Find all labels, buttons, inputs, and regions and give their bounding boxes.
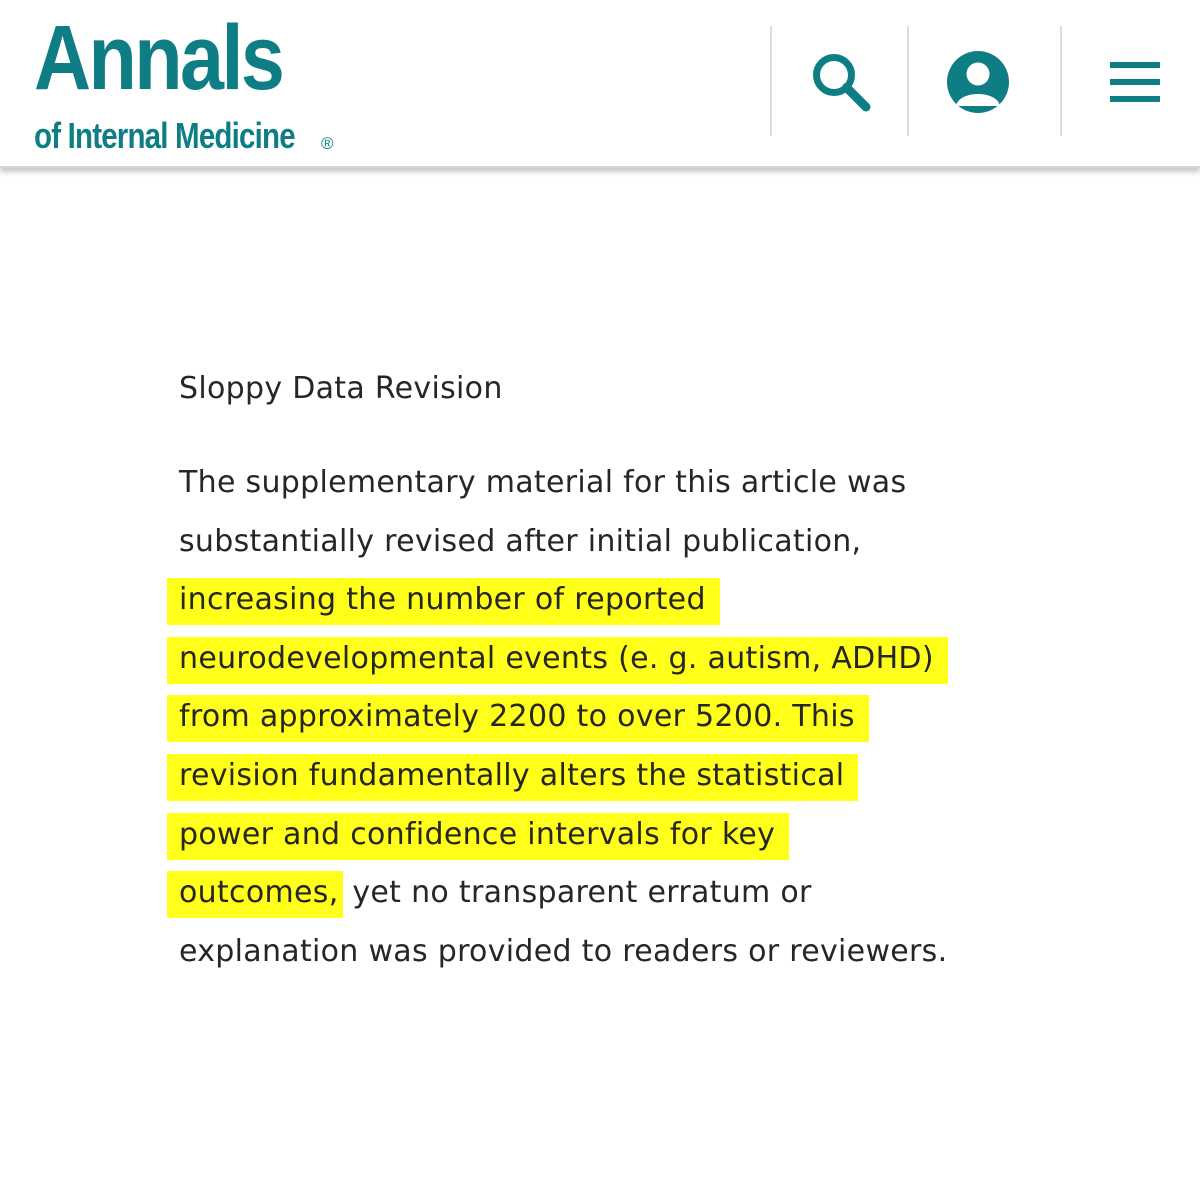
menu-button[interactable] [1080, 30, 1190, 134]
highlight: revision fundamentally alters the statistical [167, 754, 858, 801]
highlighted-line [179, 571, 1079, 630]
paragraph-text: yet no transparent erratum or [342, 875, 812, 911]
paragraph-line: The supplementary material for this article was [179, 465, 907, 500]
annals-logo[interactable] [34, 8, 354, 158]
highlight: power and confidence intervals for key [167, 813, 789, 860]
highlight: increasing the number of reported [167, 578, 720, 625]
highlight: from approximately 2200 to over 5200. This [167, 695, 869, 742]
user-account-icon [946, 50, 1010, 114]
highlighted-line [179, 688, 1079, 747]
article-paragraph [179, 454, 1079, 981]
highlight: outcomes, [167, 871, 343, 918]
highlight: neurodevelopmental events (e. g. autism, ADHD) [167, 637, 948, 684]
paragraph-line: substantially revised after initial publication, [179, 523, 862, 559]
paragraph-line: explanation was provided to readers or reviewers. [179, 933, 948, 969]
header-divider [1060, 26, 1062, 136]
hamburger-menu-icon [1108, 58, 1162, 106]
logo-title: Annals [34, 7, 283, 109]
search-button[interactable] [786, 30, 896, 134]
search-icon [808, 49, 874, 115]
highlighted-line [179, 806, 1079, 865]
highlighted-line [179, 747, 1079, 806]
registered-mark: ® [321, 134, 334, 153]
header-divider [770, 26, 772, 136]
account-button[interactable] [923, 30, 1033, 134]
logo-subtitle: of Internal Medicine [34, 115, 295, 156]
paragraph-line [179, 864, 1079, 923]
section-heading: Sloppy Data Revision [179, 371, 503, 406]
highlighted-line [179, 630, 1079, 689]
site-header [0, 0, 1200, 168]
article-body [179, 362, 1079, 981]
header-divider [907, 26, 909, 136]
